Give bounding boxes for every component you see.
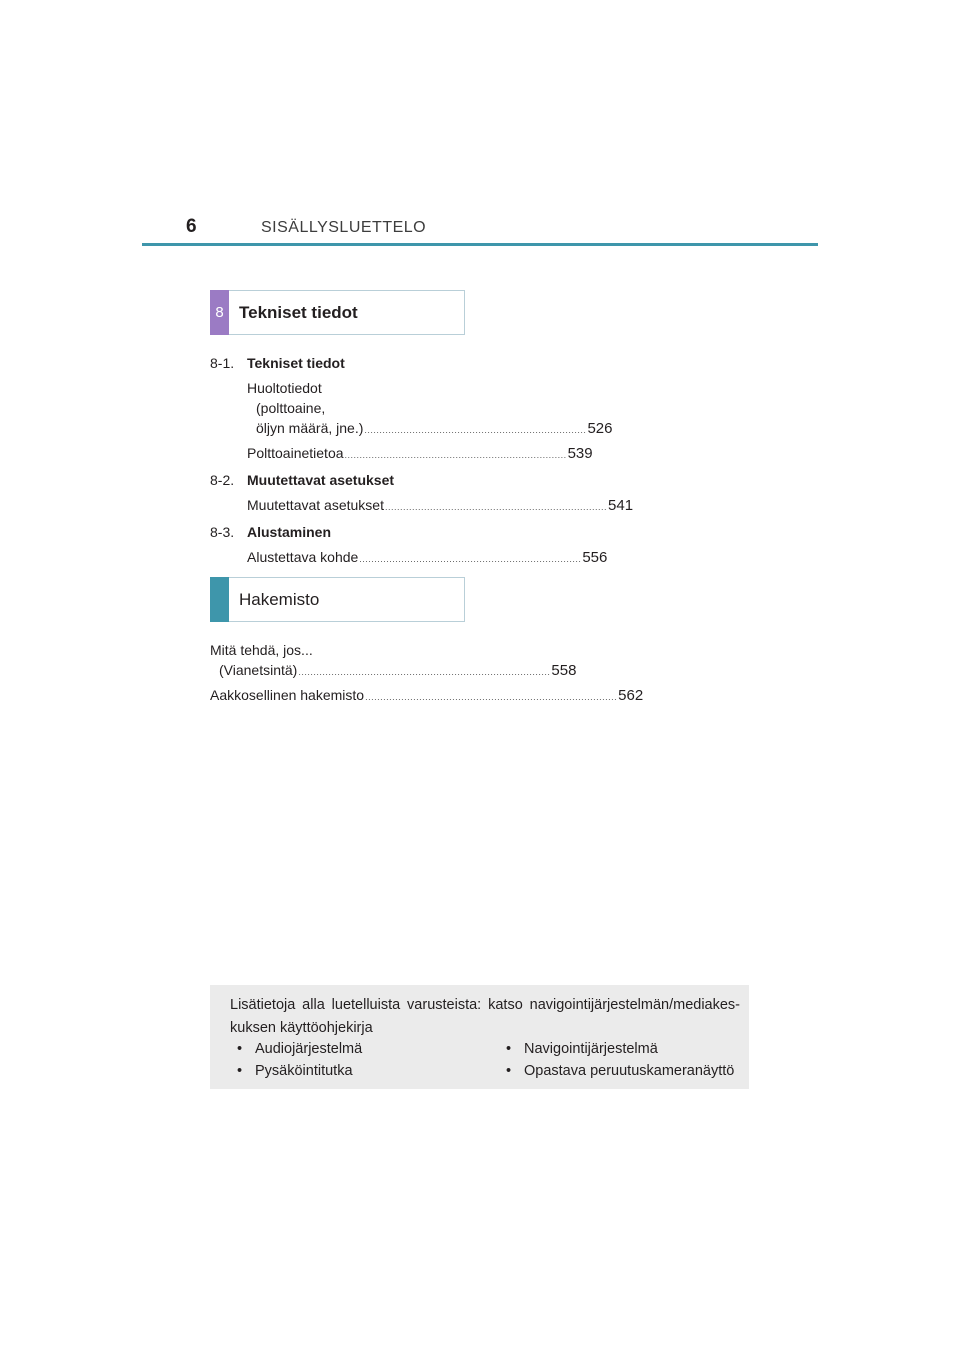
leader-dots: .......................................................................... (384, 502, 608, 512)
toc-page-number: 539 (567, 445, 593, 462)
leader-dots: .......................................................................... (344, 450, 567, 460)
section-header-8 (210, 290, 465, 335)
info-text-line: kuksen käyttöohjekirja (230, 1020, 373, 1036)
info-item-rear-camera (506, 1063, 734, 1079)
page-number: 6 (186, 216, 197, 237)
chapter-title: Tekniset tiedot (247, 355, 345, 371)
toc-page-number: 562 (618, 687, 644, 704)
toc-entry-text: Muutettavat asetukset (247, 497, 384, 513)
leader-dots: .......................................................................... (359, 554, 582, 564)
toc-page-number: 556 (582, 549, 608, 566)
toc-entry-text: (Vianetsintä) (219, 662, 298, 678)
info-item-label: Pysäköintitutka (255, 1063, 353, 1079)
toc-chapter-8-2[interactable] (210, 471, 394, 489)
toc-entry-text: Alustettava kohde (247, 549, 359, 565)
chapter-title: Muutettavat asetukset (247, 472, 395, 488)
toc-entry-muutettavat-asetukset[interactable] (247, 496, 634, 516)
running-title: SISÄLLYSLUETTELO (261, 219, 427, 236)
section-header-hakemisto (210, 577, 465, 622)
info-item-label: Navigointijärjestelmä (524, 1041, 658, 1057)
toc-entry-line[interactable]: Huoltotiedot (247, 380, 322, 396)
info-item-label: Opastava peruutuskameranäyttö (524, 1063, 735, 1079)
toc-entry-polttoainetietoa[interactable] (247, 444, 593, 464)
header-rule (142, 243, 818, 246)
toc-entry-huoltotiedot[interactable] (256, 419, 613, 439)
chapter-number: 8-2. (210, 472, 235, 488)
section-title: Tekniset tiedot (239, 303, 358, 322)
chapter-title: Alustaminen (247, 524, 332, 540)
toc-entry-aakkosellinen-hakemisto[interactable] (210, 686, 644, 706)
info-item-label: Audiojärjestelmä (255, 1041, 363, 1057)
info-item-navigation (506, 1041, 658, 1057)
chapter-number: 8-1. (210, 355, 235, 371)
toc-page-number: 526 (587, 420, 613, 437)
info-item-parking-sensor (237, 1063, 353, 1079)
toc-chapter-8-1[interactable] (210, 354, 345, 372)
section-title: Hakemisto (239, 590, 320, 609)
toc-chapter-8-3[interactable] (210, 523, 331, 541)
info-item-audio (237, 1041, 362, 1057)
leader-dots: .......................................................................... (364, 425, 587, 435)
toc-entry-vianetsinta[interactable] (219, 661, 577, 681)
info-text (230, 994, 740, 1040)
toc-entry-text: öljyn määrä, jne.) (256, 420, 364, 436)
toc-page-number: 541 (608, 497, 634, 514)
toc-entry-text: Polttoainetietoa (247, 445, 344, 461)
toc-entry-text: Aakkosellinen hakemisto (210, 687, 365, 703)
bullet-icon: • (506, 1063, 512, 1079)
toc-entry-line[interactable]: (polttoaine, (256, 400, 326, 416)
section-number: 8 (215, 304, 224, 321)
section-tab-8 (210, 290, 229, 335)
bullet-icon: • (237, 1063, 243, 1079)
toc-entry-line[interactable]: Mitä tehdä, jos... (210, 642, 313, 658)
toc-page-number: 558 (551, 662, 577, 679)
leader-dots: .................................................................................... (365, 692, 618, 702)
info-text-line: Lisätietoja alla luetelluista varusteista: katso navigointijärjestelmän/mediakes- (230, 997, 740, 1013)
bullet-icon: • (506, 1041, 512, 1057)
bullet-icon: • (237, 1041, 243, 1057)
leader-dots: .................................................................................... (298, 667, 551, 677)
toc-entry-alustettava-kohde[interactable] (247, 548, 608, 568)
chapter-number: 8-3. (210, 524, 235, 540)
info-box (210, 985, 749, 1089)
section-tab-hakemisto (210, 577, 229, 622)
